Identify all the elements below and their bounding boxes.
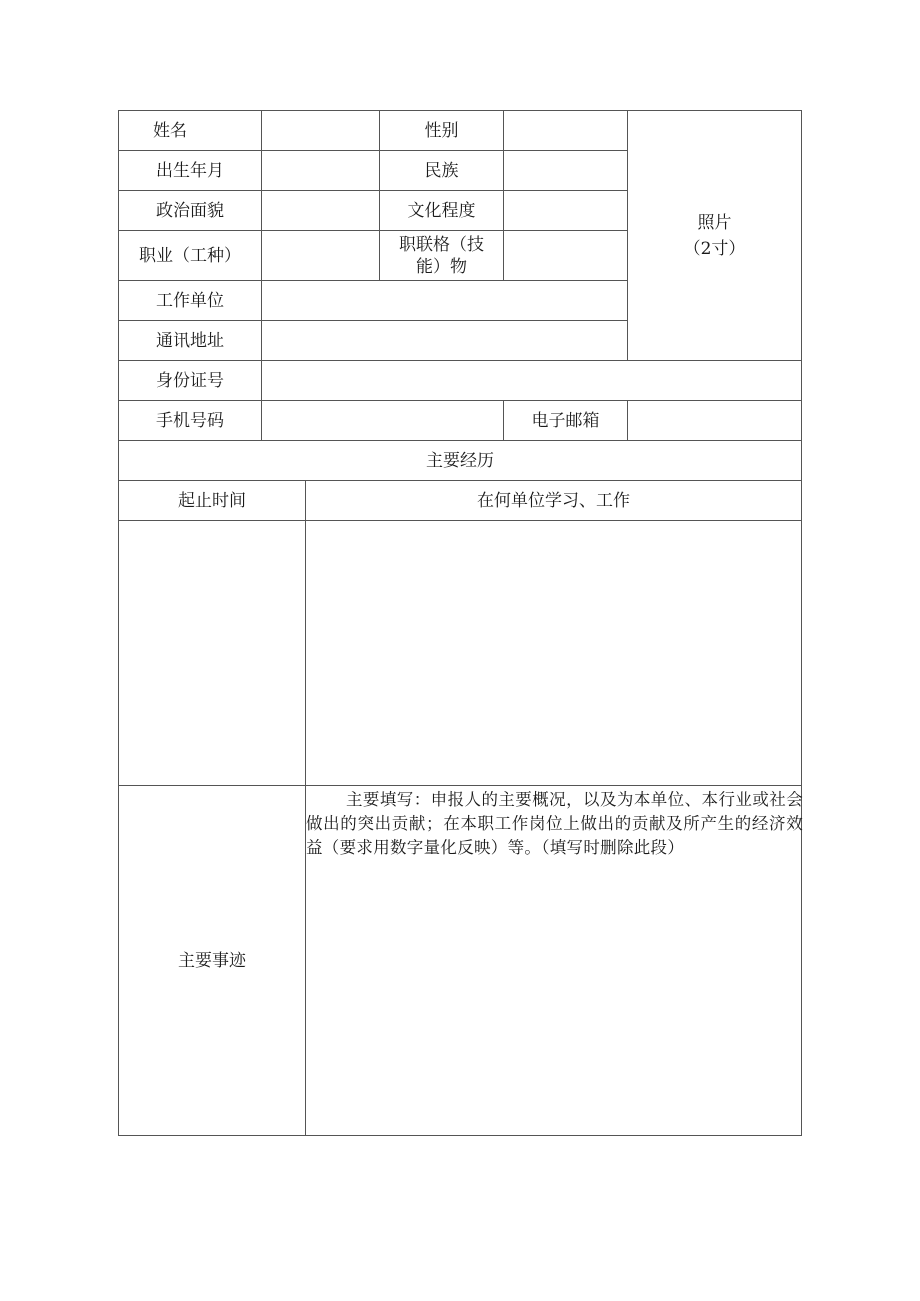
gender-label: 性别 <box>424 120 459 141</box>
title-label <box>380 231 503 280</box>
name-field[interactable] <box>262 111 379 150</box>
photo-label: 照片 <box>697 212 732 233</box>
period-header: 起止时间 <box>178 490 246 511</box>
birth-field[interactable] <box>262 151 379 190</box>
deeds-label: 主要事迹 <box>178 950 246 971</box>
occupation-field[interactable] <box>262 231 379 280</box>
work-unit-label: 工作单位 <box>156 290 224 311</box>
deeds-instruction-text[interactable]: 主要填写：申报人的主要概况，以及为本单位、本行业或社会做出的突出贡献；在本职工作岗位上做出的贡献及所产生的经济效益（要求用数字量化反映）等。（填写时删除此段） <box>306 790 803 857</box>
experience-period-field[interactable] <box>119 521 305 785</box>
photo-size-label: （2寸） <box>683 238 746 259</box>
name-label: 姓名 <box>153 120 187 141</box>
grid-line <box>801 110 802 1136</box>
email-label: 电子邮箱 <box>531 410 600 431</box>
phone-label: 手机号码 <box>156 410 224 431</box>
title-label-line2: 能）物 <box>416 256 467 277</box>
education-field[interactable] <box>504 191 627 230</box>
education-label: 文化程度 <box>407 200 476 221</box>
phone-field[interactable] <box>262 401 503 440</box>
id-number-label: 身份证号 <box>156 370 224 391</box>
id-number-field[interactable] <box>262 361 801 400</box>
political-status-label: 政治面貌 <box>156 200 224 221</box>
birth-label: 出生年月 <box>156 160 224 181</box>
experience-header: 主要经历 <box>426 450 494 471</box>
title-label-line1: 职联格（技 <box>399 234 484 255</box>
where-header: 在何单位学习、工作 <box>477 490 630 511</box>
ethnicity-label: 民族 <box>424 160 459 181</box>
ethnicity-field[interactable] <box>504 151 627 190</box>
address-label: 通讯地址 <box>156 330 224 351</box>
email-field[interactable] <box>628 401 801 440</box>
photo-placeholder[interactable] <box>628 111 801 360</box>
work-unit-field[interactable] <box>262 281 627 320</box>
experience-where-field[interactable] <box>306 521 801 785</box>
occupation-label: 职业（工种） <box>139 245 241 266</box>
grid-line <box>118 1135 802 1136</box>
title-field[interactable] <box>504 231 627 280</box>
political-status-field[interactable] <box>262 191 379 230</box>
gender-field[interactable] <box>504 111 627 150</box>
address-field[interactable] <box>262 321 627 360</box>
